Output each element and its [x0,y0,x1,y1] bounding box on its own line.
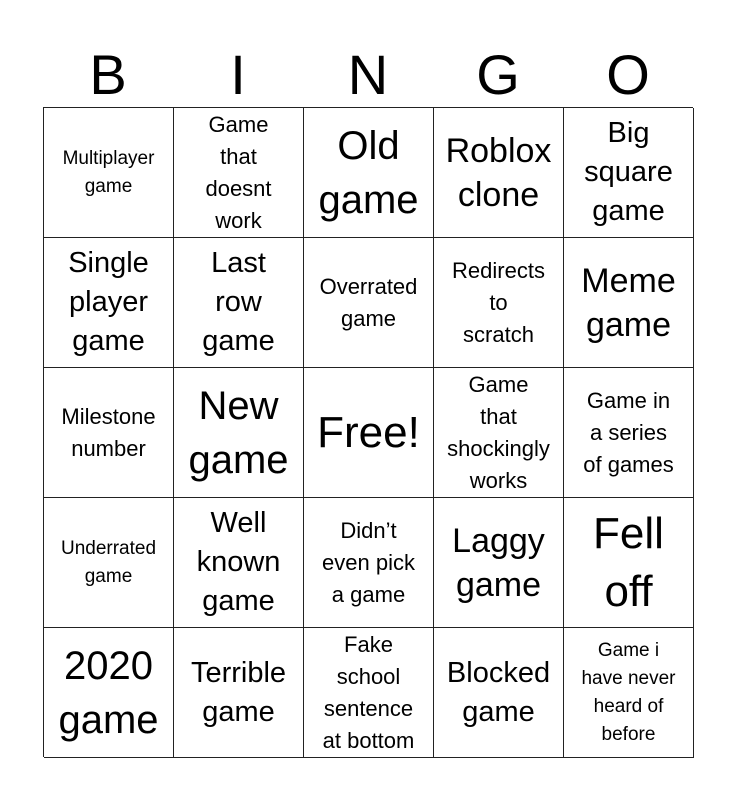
bingo-cell[interactable] [434,628,564,758]
bingo-cell[interactable] [564,238,694,368]
cell-text: Well known game [196,507,281,617]
cell-text: Multiplayer game [62,147,155,197]
bingo-header [43,44,693,106]
bingo-cell[interactable] [304,238,434,368]
cell-text: Game in a series of games [583,387,674,477]
cell-text: Laggy game [452,521,545,604]
cell-text: Terrible game [190,656,287,728]
cell-text: Game that shockingly works [447,371,550,493]
bingo-cell[interactable] [174,108,304,238]
cell-text: Meme game [581,261,676,344]
bingo-cell[interactable] [304,628,434,758]
cell-text: Blocked game [446,656,551,728]
bingo-cell[interactable] [434,368,564,498]
header-letter-n: N [347,43,389,106]
header-letter-i: I [230,43,246,106]
cell-text: Game that doesnt work [205,111,272,233]
bingo-cell[interactable] [44,628,174,758]
bingo-cell[interactable] [564,628,694,758]
cell-text: Redirects to scratch [452,257,545,347]
bingo-cell[interactable] [174,498,304,628]
bingo-cell[interactable] [44,498,174,628]
cell-text: Underrated game [60,537,157,587]
cell-text: New game [188,383,289,482]
cell-text: Last row game [202,247,275,357]
cell-text: Overrated game [319,273,418,331]
bingo-cell[interactable] [174,238,304,368]
bingo-cell[interactable] [304,108,434,238]
bingo-cell[interactable] [564,368,694,498]
cell-text: Single player game [68,247,149,357]
cell-text: Game i have never heard of before [581,639,676,745]
bingo-cell[interactable] [434,498,564,628]
bingo-cell[interactable] [44,368,174,498]
free-text: Free! [317,407,420,457]
bingo-cell[interactable] [434,108,564,238]
bingo-grid [43,107,693,757]
header-letter-o: O [606,43,650,106]
bingo-cell[interactable] [44,108,174,238]
bingo-cell[interactable] [44,238,174,368]
cell-text: 2020 game [58,643,159,742]
cell-text: Didn’t even pick a game [322,517,415,607]
bingo-cell[interactable] [434,238,564,368]
bingo-cell[interactable] [564,498,694,628]
bingo-cell[interactable] [304,498,434,628]
free-cell[interactable] [304,368,434,498]
cell-text: Big square game [584,117,673,227]
cell-text: Roblox clone [445,131,552,214]
cell-text: Fell off [593,508,664,616]
bingo-cell[interactable] [174,628,304,758]
bingo-cell[interactable] [564,108,694,238]
header-letter-b: B [89,43,127,106]
cell-text: Old game [318,123,419,222]
header-letter-g: G [476,43,520,106]
bingo-cell[interactable] [174,368,304,498]
cell-text: Fake school sentence at bottom [322,631,415,753]
cell-text: Milestone number [61,403,156,461]
